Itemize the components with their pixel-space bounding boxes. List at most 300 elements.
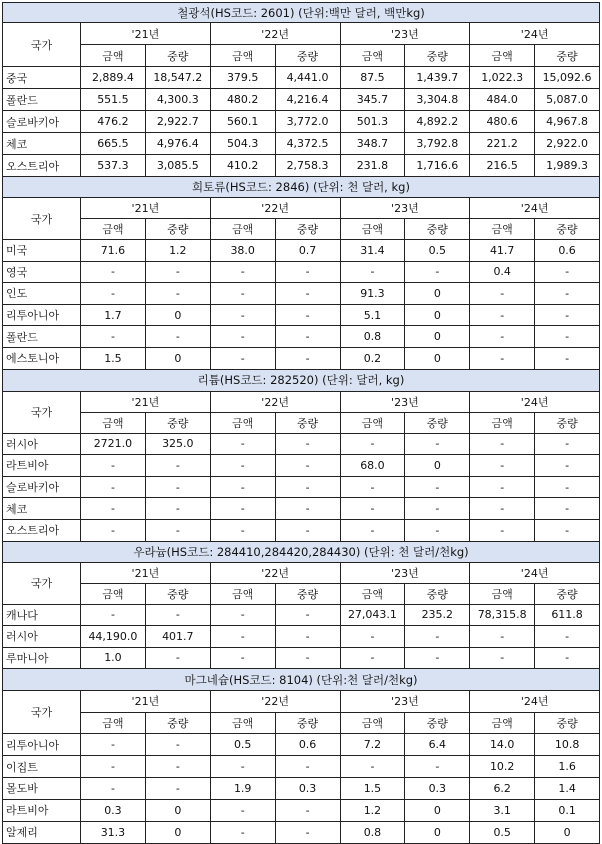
weight-header: 중량 <box>405 712 470 734</box>
country-cell: 폴란드 <box>3 89 81 111</box>
amount-cell: - <box>340 519 405 541</box>
amount-cell: 1.9 <box>210 778 275 800</box>
country-cell: 루마니아 <box>3 647 81 669</box>
weight-cell: 0 <box>405 304 470 326</box>
weight-cell: 0.3 <box>405 778 470 800</box>
amount-cell: - <box>81 734 146 756</box>
weight-header: 중량 <box>535 583 600 604</box>
weight-cell: - <box>275 326 340 348</box>
weight-cell: 0 <box>145 347 210 369</box>
country-cell: 슬로바키아 <box>3 476 81 498</box>
amount-cell: - <box>81 498 146 520</box>
weight-cell: 1,716.6 <box>405 155 470 177</box>
weight-cell: - <box>535 283 600 305</box>
amount-cell: 1,022.3 <box>470 67 535 89</box>
weight-cell: - <box>535 647 600 669</box>
amount-cell: 44,190.0 <box>81 626 146 648</box>
country-cell: 몰도바 <box>3 778 81 800</box>
year-header: '23년 <box>340 562 470 583</box>
country-cell: 러시아 <box>3 626 81 648</box>
weight-cell: - <box>405 626 470 648</box>
weight-cell: 3,792.8 <box>405 133 470 155</box>
amount-cell: - <box>340 476 405 498</box>
amount-cell: - <box>340 433 405 455</box>
amount-cell: - <box>470 519 535 541</box>
table-row <box>3 111 600 133</box>
amount-cell: - <box>470 498 535 520</box>
amount-cell: 1.5 <box>81 347 146 369</box>
country-cell: 오스트리아 <box>3 155 81 177</box>
country-cell: 체코 <box>3 498 81 520</box>
table-row <box>3 326 600 348</box>
weight-cell: 4,967.8 <box>535 111 600 133</box>
amount-cell: - <box>81 476 146 498</box>
amount-cell: 0.8 <box>340 821 405 843</box>
year-header: '21년 <box>81 691 211 713</box>
weight-cell: 0 <box>405 821 470 843</box>
amount-cell: - <box>210 604 275 626</box>
amount-cell: 551.5 <box>81 89 146 111</box>
year-header: '24년 <box>470 691 600 713</box>
amount-header: 금액 <box>470 712 535 734</box>
table-row <box>3 498 600 520</box>
weight-cell: - <box>275 604 340 626</box>
weight-cell: - <box>535 433 600 455</box>
weight-cell: 18,547.2 <box>145 67 210 89</box>
table-row <box>3 283 600 305</box>
country-cell: 리투아니아 <box>3 734 81 756</box>
weight-header: 중량 <box>535 219 600 240</box>
weight-cell: 6.4 <box>405 734 470 756</box>
weight-cell: 1,989.3 <box>535 155 600 177</box>
amount-cell: - <box>210 261 275 283</box>
country-cell: 캐나다 <box>3 604 81 626</box>
table-row <box>3 433 600 455</box>
weight-cell: 401.7 <box>145 626 210 648</box>
amount-cell: 71.6 <box>81 240 146 262</box>
country-cell: 에스토니아 <box>3 347 81 369</box>
country-cell: 인도 <box>3 283 81 305</box>
weight-cell: - <box>275 476 340 498</box>
amount-cell: - <box>81 604 146 626</box>
weight-cell: 0 <box>145 799 210 821</box>
weight-cell: 0 <box>405 347 470 369</box>
weight-cell: 2,922.0 <box>535 133 600 155</box>
country-cell: 중국 <box>3 67 81 89</box>
weight-cell: - <box>405 476 470 498</box>
amount-header: 금액 <box>210 45 275 67</box>
weight-cell: - <box>405 433 470 455</box>
table-row <box>3 756 600 778</box>
weight-cell: 0 <box>145 304 210 326</box>
amount-header: 금액 <box>470 583 535 604</box>
table-row <box>3 626 600 648</box>
weight-cell: 4,441.0 <box>275 67 340 89</box>
year-header: '22년 <box>210 691 340 713</box>
weight-cell: 0.5 <box>405 240 470 262</box>
weight-cell: - <box>275 433 340 455</box>
amount-cell: 0.8 <box>340 326 405 348</box>
amount-header: 금액 <box>210 712 275 734</box>
country-cell: 체코 <box>3 133 81 155</box>
section-title: 희토류(HS코드: 2846) (단위: 천 달러, kg) <box>3 177 600 198</box>
country-column-header: 국가 <box>3 198 81 240</box>
country-cell: 리투아니아 <box>3 304 81 326</box>
trade-tables <box>2 2 599 844</box>
amount-cell: 665.5 <box>81 133 146 155</box>
country-column-header: 국가 <box>3 562 81 604</box>
amount-cell: - <box>470 347 535 369</box>
weight-cell: - <box>535 498 600 520</box>
amount-cell: - <box>81 455 146 477</box>
weight-cell: - <box>275 799 340 821</box>
country-cell: 슬로바키아 <box>3 111 81 133</box>
weight-cell: - <box>275 821 340 843</box>
amount-cell: - <box>210 347 275 369</box>
weight-cell: 0.1 <box>535 799 600 821</box>
amount-cell: 87.5 <box>340 67 405 89</box>
country-cell: 영국 <box>3 261 81 283</box>
year-header: '24년 <box>470 23 600 45</box>
amount-cell: 0.4 <box>470 261 535 283</box>
weight-cell: 0 <box>405 455 470 477</box>
weight-header: 중량 <box>145 219 210 240</box>
amount-cell: 1.7 <box>81 304 146 326</box>
weight-cell: 0 <box>145 821 210 843</box>
amount-cell: 0.5 <box>210 734 275 756</box>
weight-cell: - <box>535 347 600 369</box>
amount-header: 금액 <box>470 45 535 67</box>
amount-cell: 0.2 <box>340 347 405 369</box>
weight-cell: - <box>145 734 210 756</box>
amount-cell: - <box>210 498 275 520</box>
weight-cell: - <box>145 498 210 520</box>
weight-cell: - <box>535 455 600 477</box>
weight-cell: 3,772.0 <box>275 111 340 133</box>
year-header: '23년 <box>340 391 470 412</box>
weight-cell: - <box>145 519 210 541</box>
weight-cell: 15,092.6 <box>535 67 600 89</box>
section-title: 마그네슘(HS코드: 8104) (단위:천 달러/천kg) <box>3 669 600 691</box>
weight-cell: 10.8 <box>535 734 600 756</box>
amount-cell: - <box>210 304 275 326</box>
weight-cell: 4,892.2 <box>405 111 470 133</box>
amount-cell: - <box>81 283 146 305</box>
weight-header: 중량 <box>275 412 340 433</box>
weight-header: 중량 <box>405 583 470 604</box>
weight-cell: - <box>145 455 210 477</box>
year-header: '23년 <box>340 198 470 219</box>
amount-cell: 410.2 <box>210 155 275 177</box>
year-header: '24년 <box>470 391 600 412</box>
section-table <box>2 176 600 370</box>
amount-cell: - <box>210 626 275 648</box>
amount-cell: 216.5 <box>470 155 535 177</box>
amount-cell: 91.3 <box>340 283 405 305</box>
weight-cell: - <box>145 476 210 498</box>
amount-cell: - <box>210 799 275 821</box>
weight-cell: - <box>145 283 210 305</box>
amount-cell: 480.2 <box>210 89 275 111</box>
amount-cell: - <box>81 778 146 800</box>
weight-cell: - <box>275 519 340 541</box>
weight-cell: 0 <box>535 821 600 843</box>
amount-cell: - <box>470 283 535 305</box>
table-row <box>3 89 600 111</box>
amount-cell: 6.2 <box>470 778 535 800</box>
amount-header: 금액 <box>210 219 275 240</box>
weight-cell: 2,922.7 <box>145 111 210 133</box>
table-row <box>3 304 600 326</box>
amount-header: 금액 <box>470 219 535 240</box>
amount-cell: 537.3 <box>81 155 146 177</box>
table-row <box>3 133 600 155</box>
year-header: '22년 <box>210 562 340 583</box>
amount-cell: - <box>340 647 405 669</box>
amount-cell: - <box>210 433 275 455</box>
weight-cell: 0 <box>405 283 470 305</box>
weight-header: 중량 <box>535 412 600 433</box>
weight-cell: 4,976.4 <box>145 133 210 155</box>
amount-cell: - <box>470 476 535 498</box>
weight-header: 중량 <box>145 45 210 67</box>
table-row <box>3 240 600 262</box>
table-row <box>3 734 600 756</box>
section-table <box>2 541 600 670</box>
weight-header: 중량 <box>145 412 210 433</box>
amount-cell: - <box>81 519 146 541</box>
amount-header: 금액 <box>81 583 146 604</box>
amount-cell: - <box>470 326 535 348</box>
amount-header: 금액 <box>81 412 146 433</box>
country-cell: 이집트 <box>3 756 81 778</box>
weight-cell: - <box>535 519 600 541</box>
country-cell: 라트비아 <box>3 455 81 477</box>
weight-cell: - <box>405 261 470 283</box>
weight-cell: - <box>535 304 600 326</box>
country-column-header: 국가 <box>3 23 81 67</box>
weight-cell: - <box>275 261 340 283</box>
year-header: '21년 <box>81 198 211 219</box>
amount-cell: 480.6 <box>470 111 535 133</box>
amount-cell: 504.3 <box>210 133 275 155</box>
weight-cell: 2,758.3 <box>275 155 340 177</box>
amount-cell: - <box>210 326 275 348</box>
country-column-header: 국가 <box>3 691 81 734</box>
amount-cell: - <box>210 821 275 843</box>
amount-header: 금액 <box>81 712 146 734</box>
weight-cell: - <box>275 304 340 326</box>
weight-header: 중량 <box>405 45 470 67</box>
weight-header: 중량 <box>275 219 340 240</box>
weight-cell: - <box>405 756 470 778</box>
section-title: 우라늄(HS코드: 284410,284420,284430) (단위: 천 달러/천kg) <box>3 541 600 562</box>
year-header: '22년 <box>210 198 340 219</box>
country-column-header: 국가 <box>3 391 81 433</box>
amount-cell: 10.2 <box>470 756 535 778</box>
amount-cell: - <box>470 647 535 669</box>
weight-cell: - <box>275 283 340 305</box>
amount-cell: 2,889.4 <box>81 67 146 89</box>
amount-cell: 0.3 <box>81 799 146 821</box>
amount-cell: 5.1 <box>340 304 405 326</box>
weight-header: 중량 <box>145 712 210 734</box>
weight-cell: 611.8 <box>535 604 600 626</box>
amount-cell: 14.0 <box>470 734 535 756</box>
weight-cell: - <box>275 756 340 778</box>
weight-cell: 0.6 <box>535 240 600 262</box>
amount-cell: 38.0 <box>210 240 275 262</box>
year-header: '21년 <box>81 562 211 583</box>
amount-cell: 1.5 <box>340 778 405 800</box>
weight-cell: 1.4 <box>535 778 600 800</box>
amount-cell: 41.7 <box>470 240 535 262</box>
amount-cell: 221.2 <box>470 133 535 155</box>
weight-header: 중량 <box>275 45 340 67</box>
year-header: '23년 <box>340 23 470 45</box>
amount-cell: 3.1 <box>470 799 535 821</box>
amount-cell: 27,043.1 <box>340 604 405 626</box>
weight-cell: 235.2 <box>405 604 470 626</box>
section-table <box>2 2 600 177</box>
weight-header: 중량 <box>405 219 470 240</box>
table-row <box>3 155 600 177</box>
weight-cell: - <box>275 455 340 477</box>
country-cell: 미국 <box>3 240 81 262</box>
year-header: '21년 <box>81 391 211 412</box>
amount-cell: - <box>470 626 535 648</box>
weight-cell: - <box>145 604 210 626</box>
amount-cell: 1.0 <box>81 647 146 669</box>
table-row <box>3 799 600 821</box>
year-header: '22년 <box>210 23 340 45</box>
amount-cell: - <box>470 304 535 326</box>
weight-cell: 5,087.0 <box>535 89 600 111</box>
amount-header: 금액 <box>470 412 535 433</box>
amount-cell: - <box>210 647 275 669</box>
table-row <box>3 778 600 800</box>
amount-header: 금액 <box>81 219 146 240</box>
amount-cell: - <box>470 433 535 455</box>
weight-cell: - <box>405 519 470 541</box>
amount-cell: - <box>210 476 275 498</box>
table-row <box>3 476 600 498</box>
weight-header: 중량 <box>535 45 600 67</box>
weight-cell: - <box>535 261 600 283</box>
weight-cell: 0.3 <box>275 778 340 800</box>
country-cell: 라트비아 <box>3 799 81 821</box>
weight-cell: 0 <box>405 326 470 348</box>
weight-cell: 3,304.8 <box>405 89 470 111</box>
amount-cell: 31.3 <box>81 821 146 843</box>
amount-header: 금액 <box>210 583 275 604</box>
weight-cell: - <box>145 756 210 778</box>
weight-header: 중량 <box>275 583 340 604</box>
country-cell: 러시아 <box>3 433 81 455</box>
year-header: '21년 <box>81 23 211 45</box>
amount-cell: 231.8 <box>340 155 405 177</box>
amount-cell: 501.3 <box>340 111 405 133</box>
amount-cell: 484.0 <box>470 89 535 111</box>
amount-cell: 68.0 <box>340 455 405 477</box>
table-row <box>3 821 600 843</box>
amount-cell: - <box>210 756 275 778</box>
amount-cell: - <box>81 756 146 778</box>
weight-cell: 4,216.4 <box>275 89 340 111</box>
amount-header: 금액 <box>81 45 146 67</box>
amount-cell: - <box>340 498 405 520</box>
amount-cell: - <box>81 261 146 283</box>
weight-cell: - <box>275 647 340 669</box>
weight-cell: 0.6 <box>275 734 340 756</box>
amount-cell: 476.2 <box>81 111 146 133</box>
weight-cell: - <box>535 626 600 648</box>
weight-cell: 0 <box>405 799 470 821</box>
section-table <box>2 369 600 542</box>
weight-cell: - <box>145 261 210 283</box>
table-row <box>3 647 600 669</box>
weight-cell: - <box>145 326 210 348</box>
country-cell: 알제리 <box>3 821 81 843</box>
weight-cell: 1,439.7 <box>405 67 470 89</box>
weight-cell: - <box>145 647 210 669</box>
amount-cell: 31.4 <box>340 240 405 262</box>
year-header: '22년 <box>210 391 340 412</box>
amount-cell: - <box>210 455 275 477</box>
weight-cell: 3,085.5 <box>145 155 210 177</box>
table-row <box>3 455 600 477</box>
weight-header: 중량 <box>535 712 600 734</box>
weight-header: 중량 <box>405 412 470 433</box>
table-row <box>3 347 600 369</box>
amount-cell: - <box>340 756 405 778</box>
amount-cell: 1.2 <box>340 799 405 821</box>
amount-header: 금액 <box>340 583 405 604</box>
country-cell: 폴란드 <box>3 326 81 348</box>
table-row <box>3 67 600 89</box>
section-title: 리튬(HS코드: 282520) (단위: 달러, kg) <box>3 369 600 391</box>
table-row <box>3 604 600 626</box>
table-row <box>3 519 600 541</box>
weight-cell: 325.0 <box>145 433 210 455</box>
amount-cell: - <box>210 283 275 305</box>
amount-cell: 78,315.8 <box>470 604 535 626</box>
weight-header: 중량 <box>145 583 210 604</box>
amount-cell: - <box>210 519 275 541</box>
year-header: '23년 <box>340 691 470 713</box>
weight-cell: - <box>145 778 210 800</box>
weight-cell: - <box>535 476 600 498</box>
weight-cell: - <box>405 498 470 520</box>
weight-header: 중량 <box>275 712 340 734</box>
year-header: '24년 <box>470 562 600 583</box>
country-cell: 오스트리아 <box>3 519 81 541</box>
amount-header: 금액 <box>210 412 275 433</box>
year-header: '24년 <box>470 198 600 219</box>
amount-cell: - <box>340 261 405 283</box>
section-table <box>2 668 600 844</box>
amount-header: 금액 <box>340 45 405 67</box>
weight-cell: 1.6 <box>535 756 600 778</box>
weight-cell: 0.7 <box>275 240 340 262</box>
amount-cell: 348.7 <box>340 133 405 155</box>
amount-cell: 345.7 <box>340 89 405 111</box>
amount-cell: 560.1 <box>210 111 275 133</box>
amount-cell: - <box>340 626 405 648</box>
amount-cell: 2721.0 <box>81 433 146 455</box>
amount-cell: 379.5 <box>210 67 275 89</box>
amount-header: 금액 <box>340 412 405 433</box>
